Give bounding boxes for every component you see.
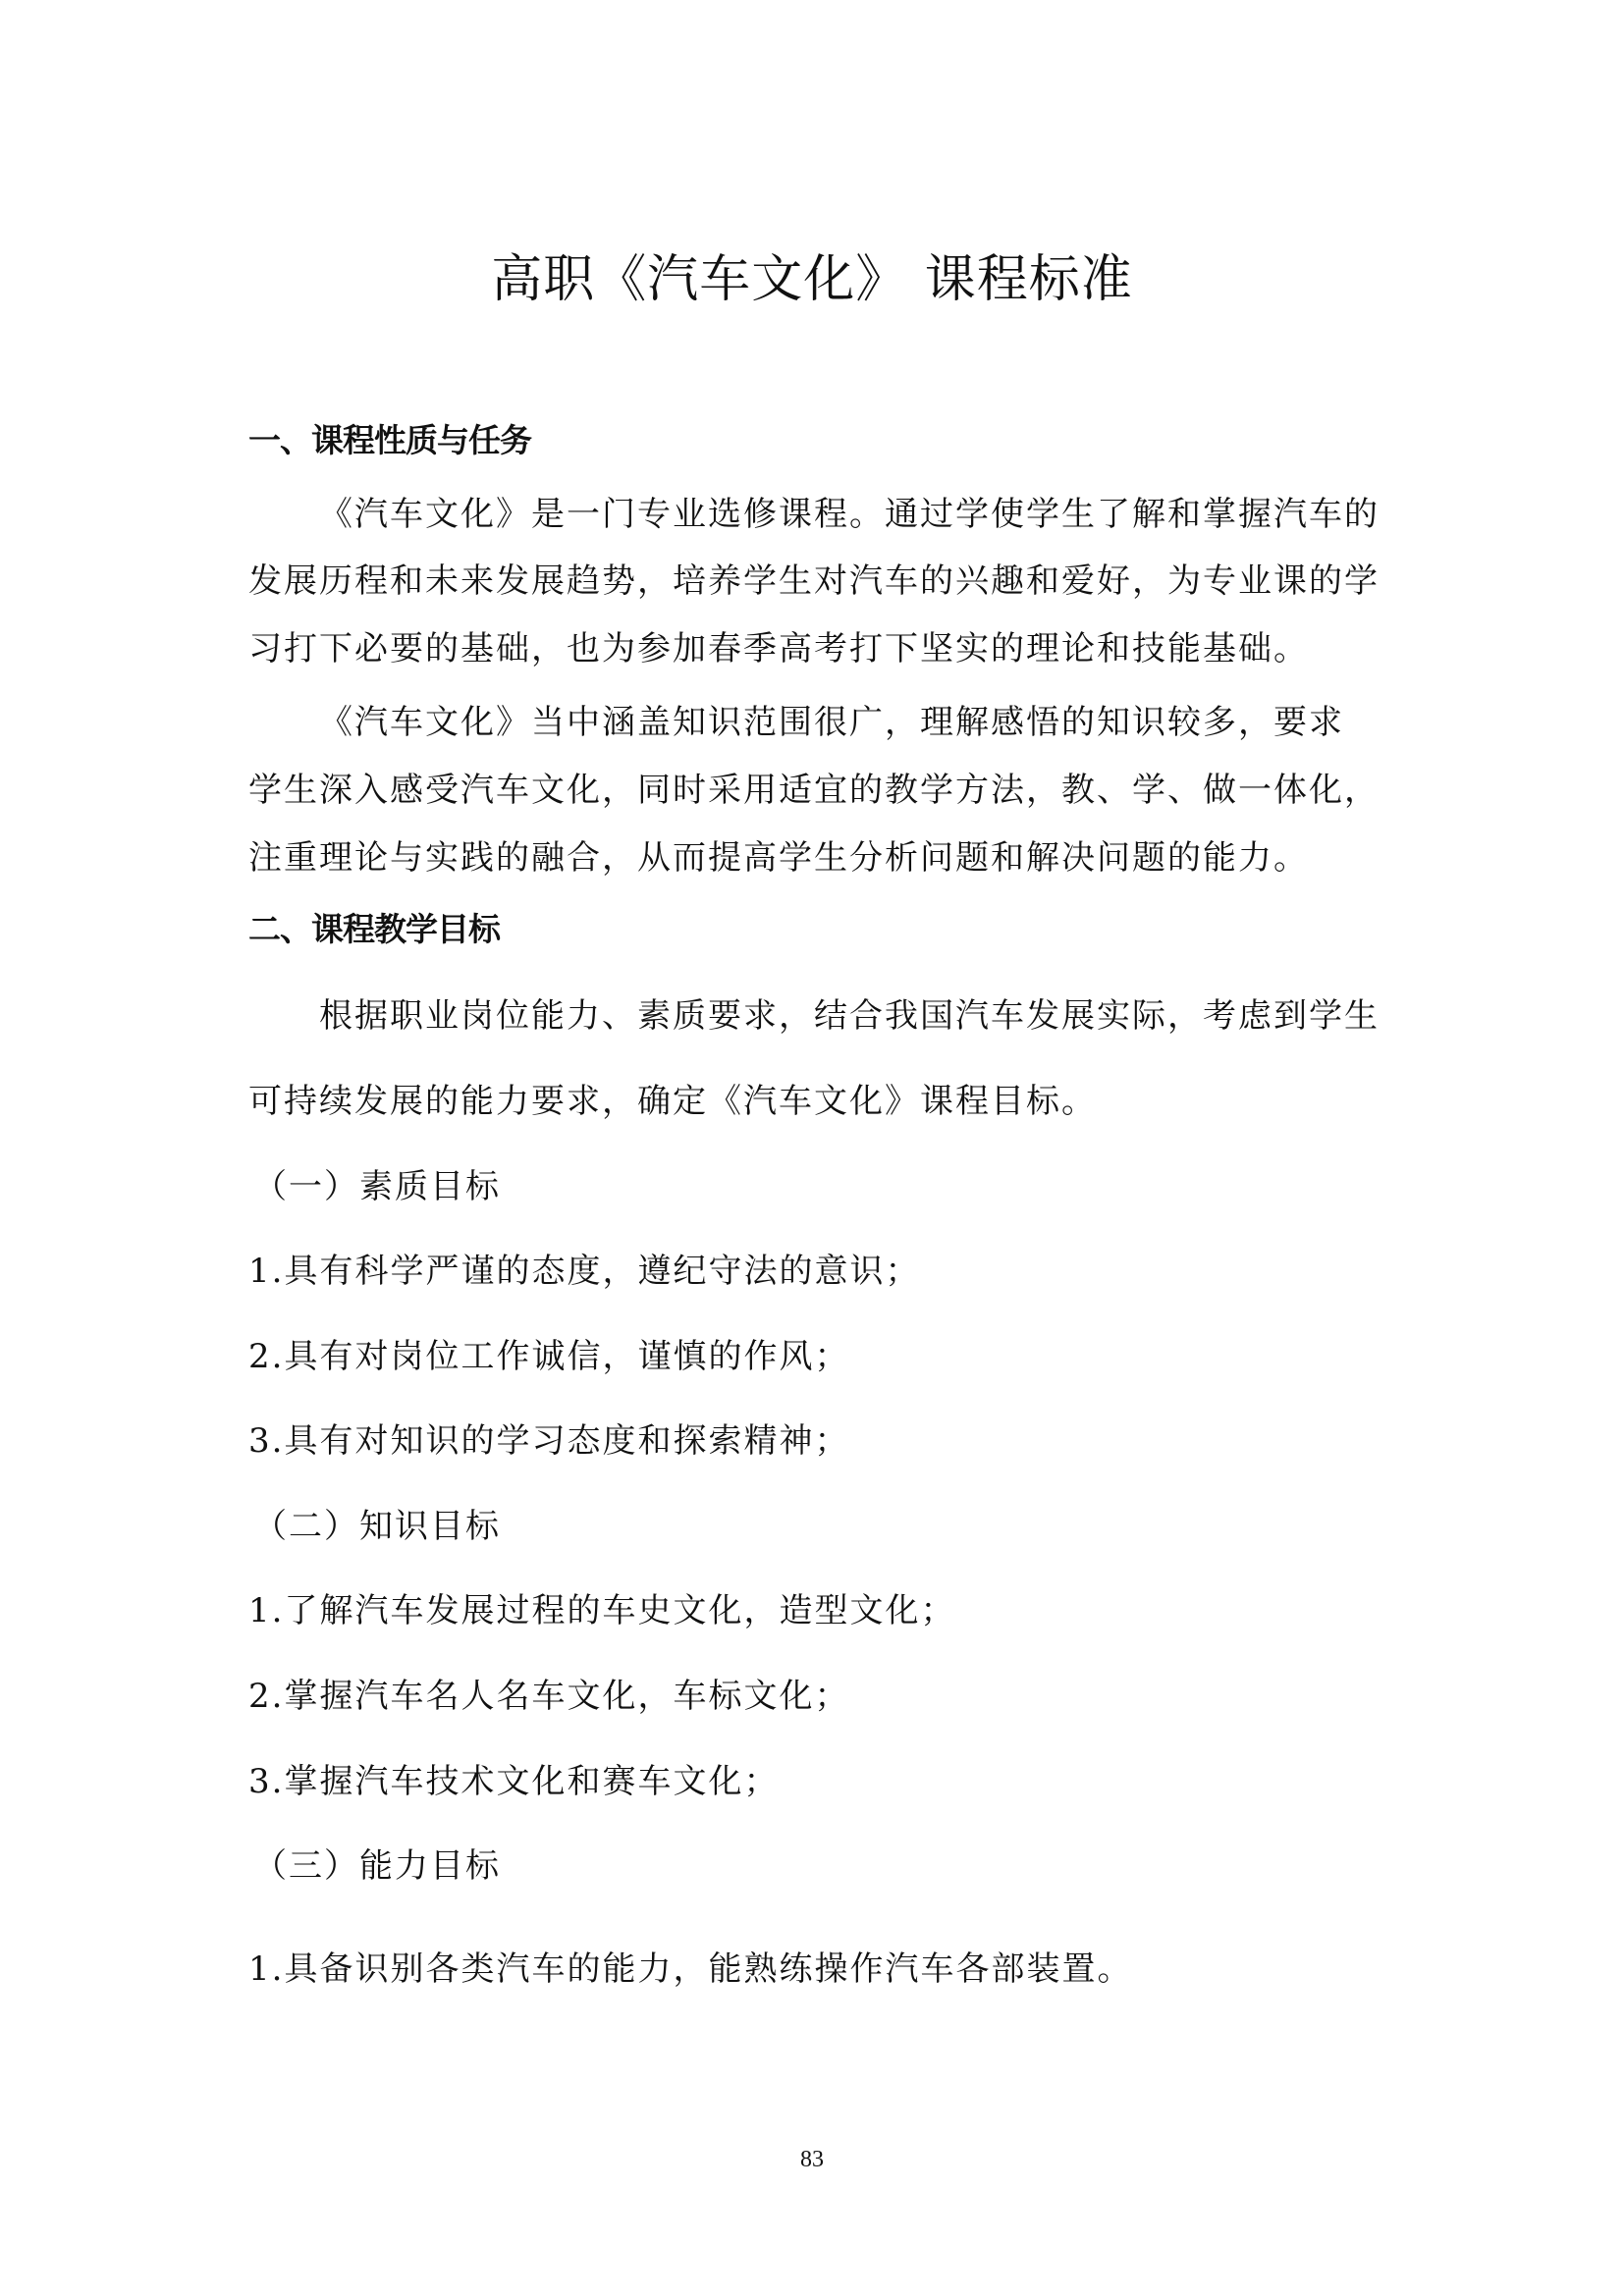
paragraph-line: 《汽车文化》当中涵盖知识范围很广，理解感悟的知识较多，要求 — [319, 703, 1344, 742]
page-number: 83 — [800, 2147, 824, 2172]
list-item: 2.掌握汽车名人名车文化，车标文化； — [248, 1677, 850, 1716]
paragraph-line: 发展历程和未来发展趋势，培养学生对汽车的兴趣和爱好，为专业课的学 — [248, 561, 1380, 601]
paragraph-line: 可持续发展的能力要求，确定《汽车文化》课程目标。 — [248, 1082, 1097, 1121]
document-title: 高职《汽车文化》 课程标准 — [491, 250, 1133, 309]
paragraph-line: 习打下必要的基础，也为参加春季高考打下坚实的理论和技能基础。 — [248, 629, 1309, 668]
list-item: 2.具有对岗位工作诚信，谨慎的作风； — [248, 1337, 850, 1376]
subsection-heading-quality-objectives: （一）素质目标 — [253, 1167, 501, 1206]
paragraph-line: 《汽车文化》是一门专业选修课程。通过学使学生了解和掌握汽车的 — [319, 495, 1380, 534]
paragraph-line: 注重理论与实践的融合，从而提高学生分析问题和解决问题的能力。 — [248, 838, 1309, 878]
list-item: 1.了解汽车发展过程的车史文化，造型文化； — [248, 1591, 956, 1630]
list-item: 3.掌握汽车技术文化和赛车文化； — [248, 1762, 780, 1801]
list-item: 1.具备识别各类汽车的能力，能熟练操作汽车各部装置。 — [248, 1949, 1133, 1989]
section-heading-teaching-objectives: 二、课程教学目标 — [248, 910, 500, 948]
paragraph-line: 根据职业岗位能力、素质要求，结合我国汽车发展实际，考虑到学生 — [319, 996, 1380, 1036]
list-item: 3.具有对知识的学习态度和探索精神； — [248, 1421, 850, 1461]
list-item: 1.具有科学严谨的态度，遵纪守法的意识； — [248, 1252, 921, 1291]
paragraph-line: 学生深入感受汽车文化，同时采用适宜的教学方法，教、学、做一体化， — [248, 771, 1380, 810]
section-heading-nature-and-tasks: 一、课程性质与任务 — [248, 421, 531, 459]
subsection-heading-knowledge-objectives: （二）知识目标 — [253, 1507, 501, 1546]
subsection-heading-ability-objectives: （三）能力目标 — [253, 1846, 501, 1886]
